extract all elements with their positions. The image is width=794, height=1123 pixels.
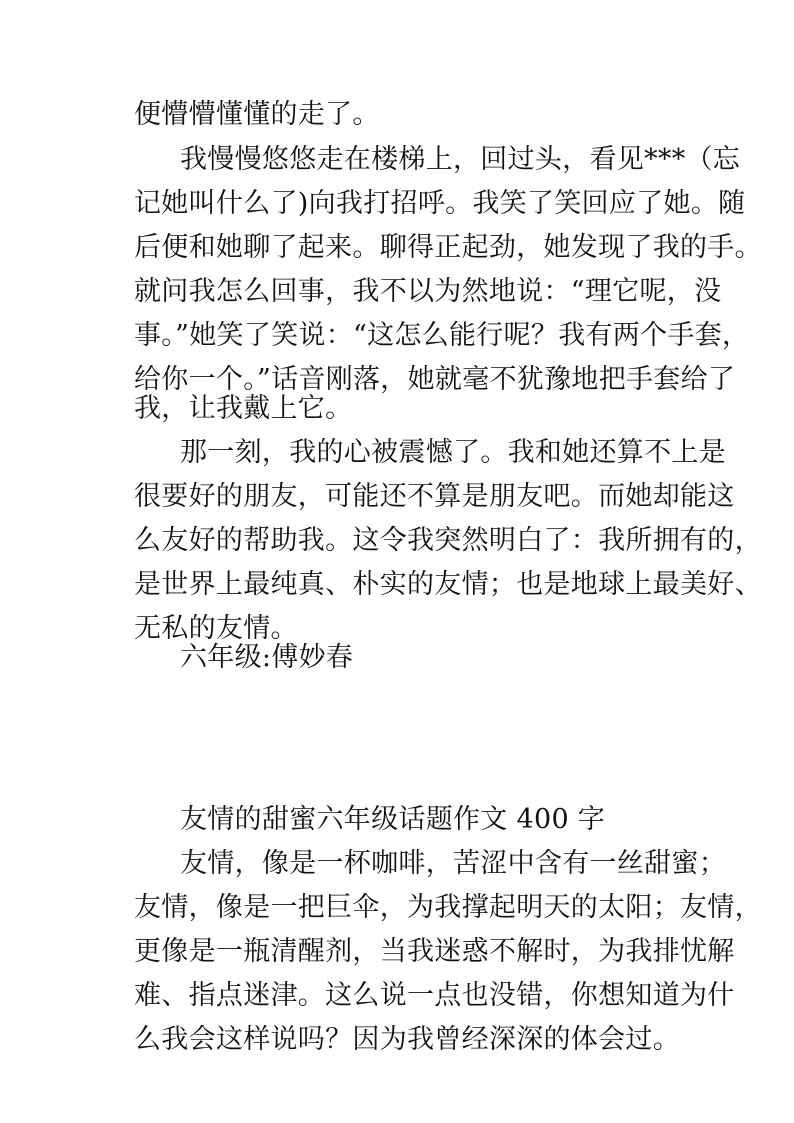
paragraph-line: 友情，像是一把巨伞，为我撑起明天的太阳；友情， (134, 892, 762, 923)
paragraph-line: 更像是一瓶清醒剂，当我迷惑不解时，为我排忧解 (134, 936, 735, 967)
paragraph-line: 我慢慢悠悠走在楼梯上，回过头，看见***（忘 (180, 144, 741, 175)
paragraph-line: 无私的友情。 (134, 613, 298, 644)
paragraph-line: 就问我怎么回事，我不以为然地说：“理它呢，没 (134, 276, 722, 307)
paragraph-line: 是世界上最纯真、朴实的友情；也是地球上最美好、 (134, 569, 762, 600)
paragraph-line: 那一刻，我的心被震憾了。我和她还算不上是 (180, 437, 726, 468)
paragraph-line: 友情，像是一杯咖啡，苦涩中含有一丝甜蜜； (180, 848, 726, 879)
paragraph-line: 么我会这样说吗？因为我曾经深深的体会过。 (134, 1024, 680, 1055)
essay-title: 友情的甜蜜六年级话题作文 400 字 (180, 804, 606, 835)
paragraph-line: 给你一个。”话音刚落，她就毫不犹豫地把手套给了 (134, 364, 736, 395)
paragraph-line: 后便和她聊了起来。聊得正起劲，她发现了我的手。 (134, 232, 762, 263)
paragraph-line: 事。”她笑了笑说：“这怎么能行呢？我有两个手套， (134, 320, 750, 351)
paragraph-line: 我，让我戴上它。 (134, 393, 353, 424)
paragraph-line: 很要好的朋友，可能还不算是朋友吧。而她却能这 (134, 481, 735, 512)
paragraph-line: 记她叫什么了)向我打招呼。我笑了笑回应了她。随 (134, 188, 746, 219)
paragraph-line: 便懵懵懂懂的走了。 (134, 99, 380, 130)
paragraph-line: 难、指点迷津。这么说一点也没错，你想知道为什 (134, 980, 735, 1011)
author-line: 六年级:傅妙春 (180, 642, 354, 673)
paragraph-line: 么友好的帮助我。这令我突然明白了：我所拥有的， (134, 525, 762, 556)
